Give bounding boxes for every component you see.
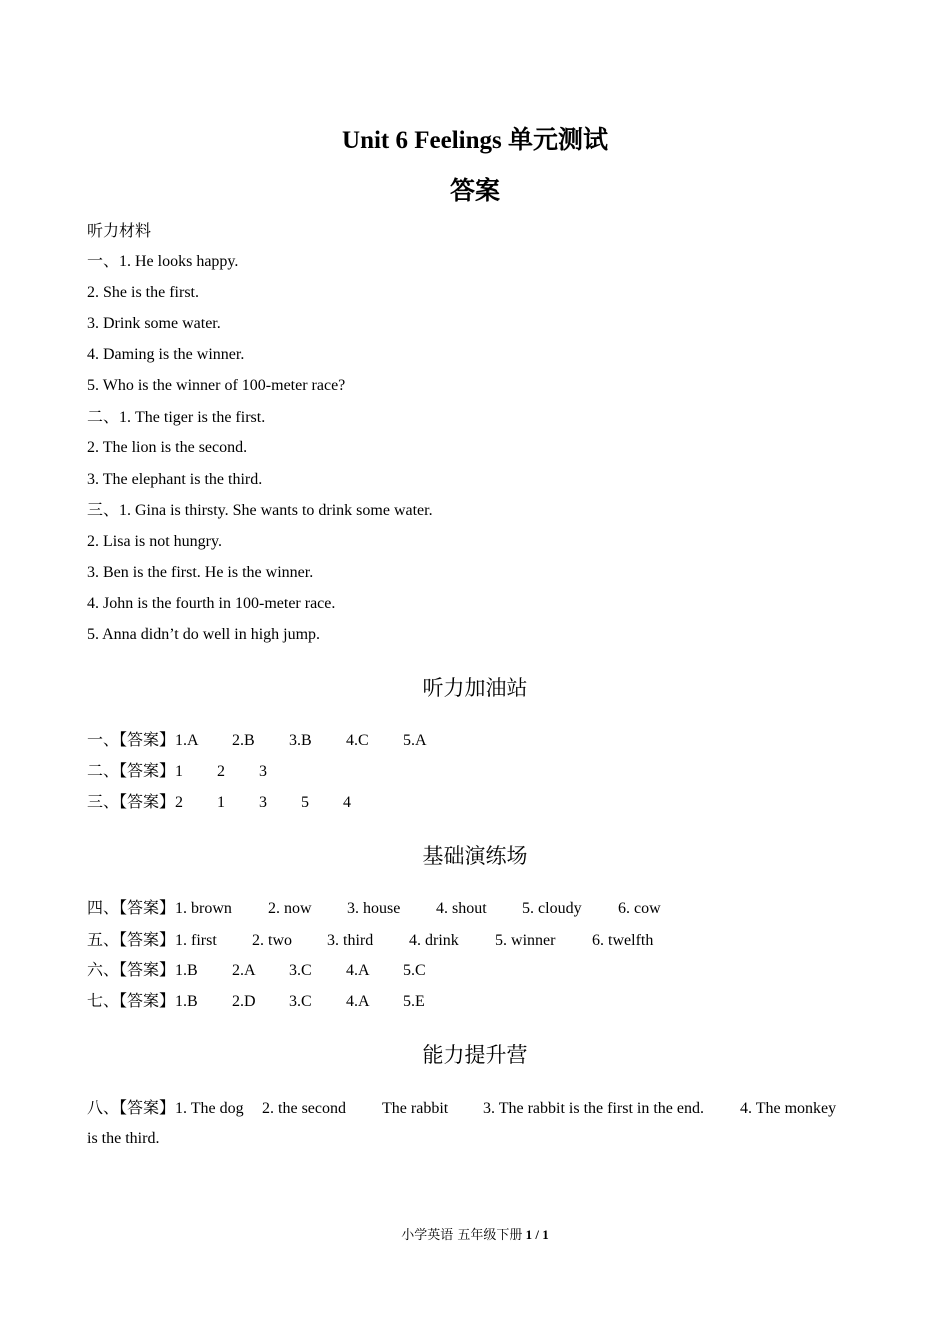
answer-item: 5 xyxy=(301,794,310,811)
answer-item: 2.B xyxy=(232,732,255,749)
answer-item: The rabbit xyxy=(382,1100,449,1117)
answer-item: 3.C xyxy=(289,993,312,1010)
answer-row xyxy=(87,897,661,920)
page-footer xyxy=(0,1226,950,1245)
listening-line: 2. The lion is the second. xyxy=(87,439,248,456)
answer-prefix: 五、【答案】 xyxy=(87,930,176,949)
answer-item: 2 xyxy=(217,763,226,780)
answer-item: 1 xyxy=(175,763,184,780)
answer-row xyxy=(87,929,653,952)
answer-item: 3. The rabbit is the first in the end. xyxy=(483,1100,705,1117)
listening-line: 3. Ben is the first. He is the winner. xyxy=(87,564,314,581)
answer-row xyxy=(87,990,425,1013)
listening-line: 三、1. Gina is thirsty. She wants to drink some water. xyxy=(87,502,433,519)
answer-item: 5. cloudy xyxy=(522,900,582,917)
section-heading-ability: 能力提升营 xyxy=(422,1043,528,1067)
answer-item: 2. two xyxy=(252,932,293,949)
answer-item: 4 xyxy=(343,794,352,811)
listening-line: 3. The elephant is the third. xyxy=(87,471,263,488)
answer-item: 2. now xyxy=(268,900,312,917)
page-number: 1 / 1 xyxy=(525,1227,549,1242)
answer-item: 3. third xyxy=(327,932,374,949)
answer-item: 3.B xyxy=(289,732,312,749)
answer-row xyxy=(87,959,426,982)
answer-prefix: 二、【答案】 xyxy=(87,761,176,780)
answer-prefix: 七、【答案】 xyxy=(87,991,176,1010)
answer-item: 1. The dog xyxy=(175,1100,244,1117)
answer-prefix: 一、【答案】 xyxy=(87,730,176,749)
answer-item: 1.A xyxy=(175,732,199,749)
answer-item: 4.A xyxy=(346,993,370,1010)
answer-item: 2.A xyxy=(232,962,256,979)
answer-item: 2 xyxy=(175,794,184,811)
answer-continuation: is the third. xyxy=(87,1130,160,1147)
answer-item: 1 xyxy=(217,794,226,811)
answer-item: 3 xyxy=(259,763,268,780)
answer-item: 4.C xyxy=(346,732,369,749)
answer-item: 1.B xyxy=(175,962,198,979)
listening-line: 4. Daming is the winner. xyxy=(87,346,245,363)
listening-line: 3. Drink some water. xyxy=(87,315,221,332)
answer-prefix: 三、【答案】 xyxy=(87,792,176,811)
answer-item: 1.B xyxy=(175,993,198,1010)
section-heading-listening: 听力加油站 xyxy=(422,676,528,700)
answer-item: 3. house xyxy=(347,900,401,917)
answer-item: 5.C xyxy=(403,962,426,979)
listening-line: 2. She is the first. xyxy=(87,284,199,301)
answer-item: 4. The monkey xyxy=(740,1100,837,1117)
answer-prefix: 四、【答案】 xyxy=(87,898,176,917)
answer-item: 3.C xyxy=(289,962,312,979)
answer-prefix: 八、【答案】 xyxy=(87,1098,176,1117)
answer-row xyxy=(87,1097,836,1120)
listening-line: 5. Anna didn’t do well in high jump. xyxy=(87,626,321,643)
answer-item: 3 xyxy=(259,794,268,811)
answer-item: 2.D xyxy=(232,993,256,1010)
listening-line: 二、1. The tiger is the first. xyxy=(87,409,266,426)
answer-row xyxy=(87,760,267,783)
answer-prefix: 六、【答案】 xyxy=(87,960,176,979)
answer-item: 5. winner xyxy=(495,932,556,949)
answer-item: 6. cow xyxy=(618,900,661,917)
answer-item: 4. drink xyxy=(409,932,459,949)
answer-item: 5.A xyxy=(403,732,427,749)
listening-material-heading: 听力材料 xyxy=(87,221,152,240)
answer-item: 2. the second xyxy=(262,1100,346,1117)
section-heading-basic: 基础演练场 xyxy=(422,844,528,868)
listening-line: 4. John is the fourth in 100-meter race. xyxy=(87,595,336,612)
answer-row xyxy=(87,729,427,752)
answer-item: 1. brown xyxy=(175,900,232,917)
answer-item: 4.A xyxy=(346,962,370,979)
listening-line: 2. Lisa is not hungry. xyxy=(87,533,222,550)
answer-item: 6. twelfth xyxy=(592,932,654,949)
footer-text: 小学英语 五年级下册 xyxy=(401,1228,523,1243)
listening-line: 5. Who is the winner of 100-meter race? xyxy=(87,377,346,394)
listening-line: 一、1. He looks happy. xyxy=(87,253,239,270)
answer-item: 4. shout xyxy=(436,900,487,917)
answer-row xyxy=(87,791,351,814)
answer-item: 5.E xyxy=(403,993,425,1010)
answer-item: 1. first xyxy=(175,932,217,949)
page-title: Unit 6 Feelings 单元测试 xyxy=(342,127,608,154)
page-subtitle: 答案 xyxy=(449,176,500,205)
